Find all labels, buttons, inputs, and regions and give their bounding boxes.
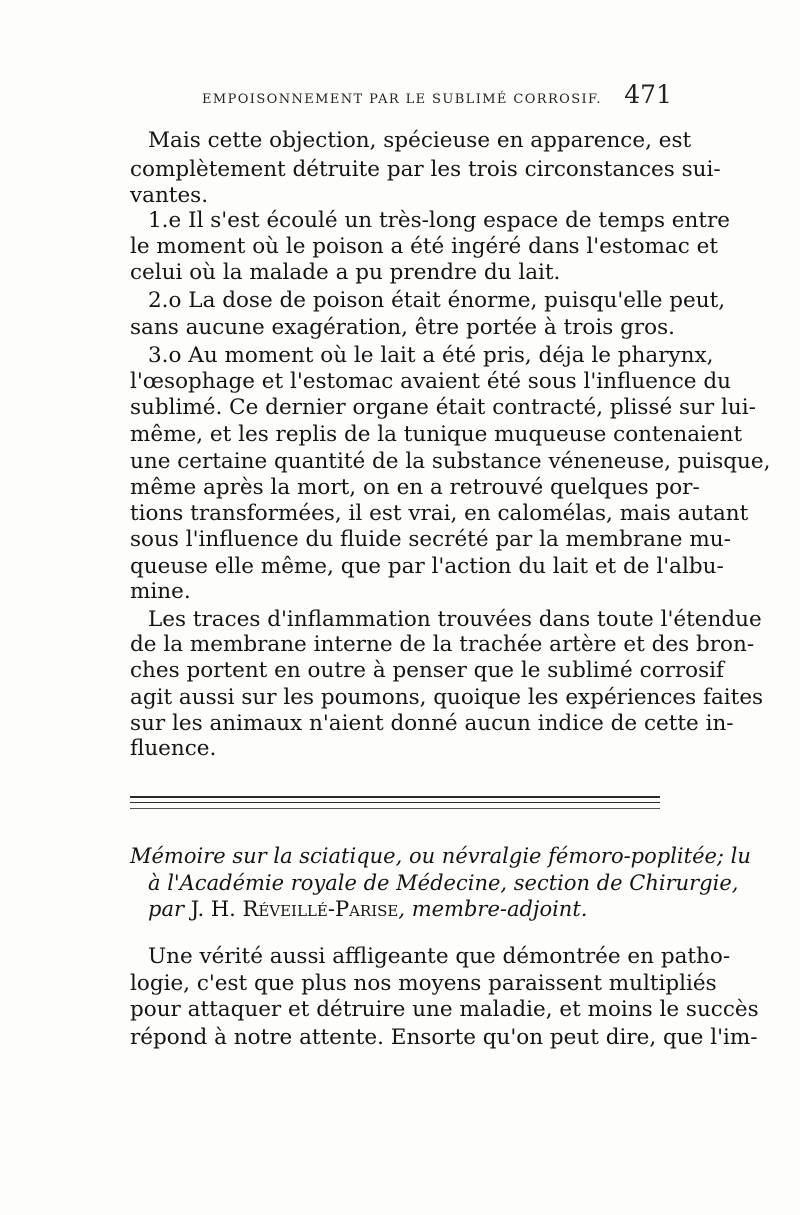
text-line: 3.o Au moment où le lait a été pris, déja le pharynx, [148, 343, 714, 368]
text-line: tions transformées, il est vrai, en calomélas, mais autant [130, 501, 749, 526]
section-rule [130, 802, 660, 803]
text-line: fluence. [130, 736, 217, 761]
author-name: J. H. Réveillé-Parise [190, 897, 399, 921]
text-line: agit aussi sur les poumons, quoique les expériences faites [130, 685, 764, 710]
text-line: sans aucune exagération, être portée à trois gros. [130, 315, 675, 340]
text-line: une certaine quantité de la substance véneneuse, puisque, [130, 449, 771, 474]
section-rule [130, 796, 660, 798]
text-line: pour attaquer et détruire une maladie, et moins le succès [130, 997, 759, 1022]
memoir-title: Mémoire sur la sciatique, ou névralgie fémoro-poplitée; lu [130, 844, 751, 868]
page-header [130, 78, 672, 118]
text-line: mine. [130, 579, 191, 604]
text-line: queuse elle même, que par l'action du lait et de l'albu- [130, 554, 724, 579]
text-line: complètement détruite par les trois circonstances sui- [130, 157, 721, 182]
text-line: 2.o La dose de poison était énorme, puisqu'elle peut, [148, 288, 726, 313]
text-line: même, et les replis de la tunique muqueuse contenaient [130, 422, 743, 447]
text-line: Mais cette objection, spécieuse en apparence, est [148, 128, 692, 153]
running-head: EMPOISONNEMENT PAR LE SUBLIMÉ CORROSIF. [202, 92, 602, 107]
text-line: ches portent en outre à penser que le sublimé corrosif [130, 658, 724, 683]
text-line: Une vérité aussi affligeante que démontrée en patho- [148, 944, 731, 969]
text-line: sous l'influence du fluide secrété par la membrane mu- [130, 527, 731, 552]
text-line: sublimé. Ce dernier organe était contracté, plissé sur lui- [130, 395, 756, 420]
byline-suffix: , membre-adjoint. [398, 897, 588, 921]
section-rule [130, 808, 660, 809]
text-line: sur les animaux n'aient donné aucun indice de cette in- [130, 711, 734, 736]
memoir-title: à l'Académie royale de Médecine, section de Chirurgie, [148, 871, 739, 895]
text-line: de la membrane interne de la trachée artère et des bron- [130, 632, 755, 657]
text-line: Les traces d'inflammation trouvées dans toute l'étendue [148, 607, 762, 632]
text-line: répond à notre attente. Ensorte qu'on peut dire, que l'im- [130, 1025, 758, 1050]
memoir-byline [148, 894, 670, 924]
text-line: l'œsophage et l'estomac avaient été sous l'influence du [130, 369, 731, 394]
byline-prefix: par [148, 897, 185, 921]
text-line: le moment où le poison a été ingéré dans l'estomac et [130, 234, 718, 259]
text-line: même après la mort, on en a retrouvé quelques por- [130, 475, 700, 500]
text-line: logie, c'est que plus nos moyens paraissent multipliés [130, 971, 717, 996]
text-line: celui où la malade a pu prendre du lait. [130, 260, 561, 285]
text-line: vantes. [130, 183, 209, 208]
page-number: 471 [624, 80, 672, 109]
text-line: 1.e Il s'est écoulé un très-long espace de temps entre [148, 208, 731, 233]
